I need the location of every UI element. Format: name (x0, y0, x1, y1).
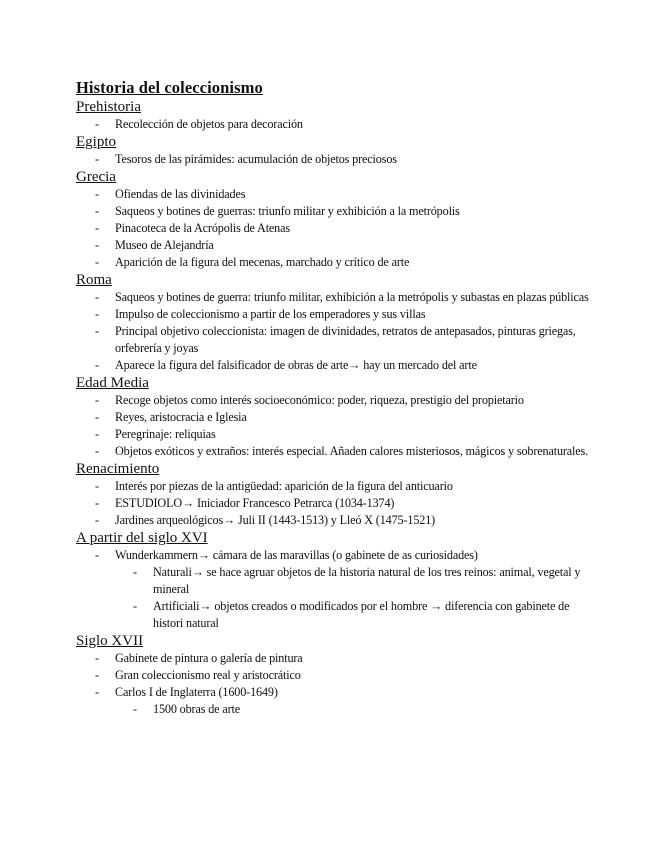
sections-container (76, 98, 596, 718)
bullet-list (76, 478, 596, 529)
bullet-list (76, 392, 596, 460)
section-heading: Grecia (76, 169, 116, 185)
bullet-list (76, 151, 596, 168)
list-item (76, 254, 596, 271)
section-heading: Renacimiento (76, 461, 160, 477)
list-item-text: Saqueos y botines de guerras: triunfo militar y exhibición a la metrópolis (115, 204, 460, 218)
section-heading: Egipto (76, 134, 116, 150)
list-item (76, 426, 596, 443)
list-item-text: Wunderkammern→ cámara de las maravillas (o gabinete de as curiosidades) (115, 548, 478, 562)
list-item (76, 289, 596, 306)
section-heading: Siglo XVII (76, 633, 144, 649)
document-content (76, 78, 596, 718)
sub-list-item-text: Naturali→ se hace agruar objetos de la historia natural de los tres reinos: animal, vegetal y mineral (153, 565, 581, 596)
section-heading: Edad Media (76, 375, 149, 391)
bullet-list (76, 650, 596, 718)
bullet-list (76, 289, 596, 374)
list-item-text: Aparición de la figura del mecenas, marchado y crítico de arte (115, 255, 410, 269)
sub-bullet-list (76, 701, 596, 718)
list-item (76, 684, 596, 701)
list-item (76, 478, 596, 495)
bullet-list (76, 116, 596, 133)
list-item (76, 409, 596, 426)
sub-list-item (76, 598, 596, 632)
list-item-text: Saqueos y botines de guerra: triunfo militar, exhibición a la metrópolis y subastas en plazas públicas (115, 290, 589, 304)
list-item (76, 323, 596, 357)
list-item (76, 357, 596, 374)
bullet-list (76, 186, 596, 271)
list-item-text: ESTUDIOLO→ Iniciador Francesco Petrarca (1034-1374) (115, 496, 395, 510)
list-item-text: Tesoros de las pirámides: acumulación de objetos preciosos (115, 152, 397, 166)
sub-list-item (76, 701, 596, 718)
list-item-text: Aparece la figura del falsificador de obras de arte→ hay un mercado del arte (115, 358, 477, 372)
bullet-list (76, 547, 596, 632)
list-item-text: Peregrinaje: reliquias (115, 427, 216, 441)
list-item-text: Recolección de objetos para decoración (115, 117, 303, 131)
list-item-text: Jardines arqueológicos→ Juli II (1443-1513) y Lleó X (1475-1521) (115, 513, 436, 527)
sub-list-item-text: 1500 obras de arte (153, 702, 240, 716)
list-item-text: Ofiendas de las divinidades (115, 187, 246, 201)
list-item (76, 512, 596, 529)
list-item-text: Interés por piezas de la antigüedad: aparición de la figura del anticuario (115, 479, 453, 493)
sub-bullet-list (76, 564, 596, 632)
list-item (76, 151, 596, 168)
list-item-text: Impulso de coleccionismo a partir de los emperadores y sus villas (115, 307, 426, 321)
list-item (76, 443, 596, 460)
sub-list-item (76, 564, 596, 598)
sub-list-item-text: Artificiali→ objetos creados o modificados por el hombre → diferencia con gabinete de histori natural (153, 599, 570, 630)
list-item-text: Gran coleccionismo real y aristocrático (115, 668, 301, 682)
list-item-text: Principal objetivo coleccionista: imagen de divinidades, retratos de antepasados, pinturas griegas, orfebrería y joyas (115, 324, 576, 355)
list-item-text: Recoge objetos como interés socioeconómico: poder, riqueza, prestigio del propietario (115, 393, 524, 407)
list-item-text: Reyes, aristocracia e Iglesia (115, 410, 247, 424)
list-item-text: Objetos exóticos y extraños: interés especial. Añaden calores misteriosos, mágicos y sobrenaturales. (115, 444, 589, 458)
section-heading: A partir del siglo XVI (76, 530, 208, 546)
list-item (76, 186, 596, 203)
list-item (76, 392, 596, 409)
list-item (76, 237, 596, 254)
list-item (76, 547, 596, 564)
list-item (76, 306, 596, 323)
list-item-text: Gabinete de pintura o galería de pintura (115, 651, 303, 665)
section-heading: Prehistoria (76, 99, 141, 115)
list-item (76, 495, 596, 512)
document-title: Historia del coleccionismo (76, 78, 263, 97)
list-item (76, 220, 596, 237)
list-item-text: Museo de Alejandría (115, 238, 214, 252)
list-item (76, 116, 596, 133)
list-item-text: Carlos I de Inglaterra (1600-1649) (115, 685, 278, 699)
list-item (76, 650, 596, 667)
section-heading: Roma (76, 272, 112, 288)
list-item (76, 203, 596, 220)
list-item (76, 667, 596, 684)
list-item-text: Pinacoteca de la Acrópolis de Atenas (115, 221, 290, 235)
